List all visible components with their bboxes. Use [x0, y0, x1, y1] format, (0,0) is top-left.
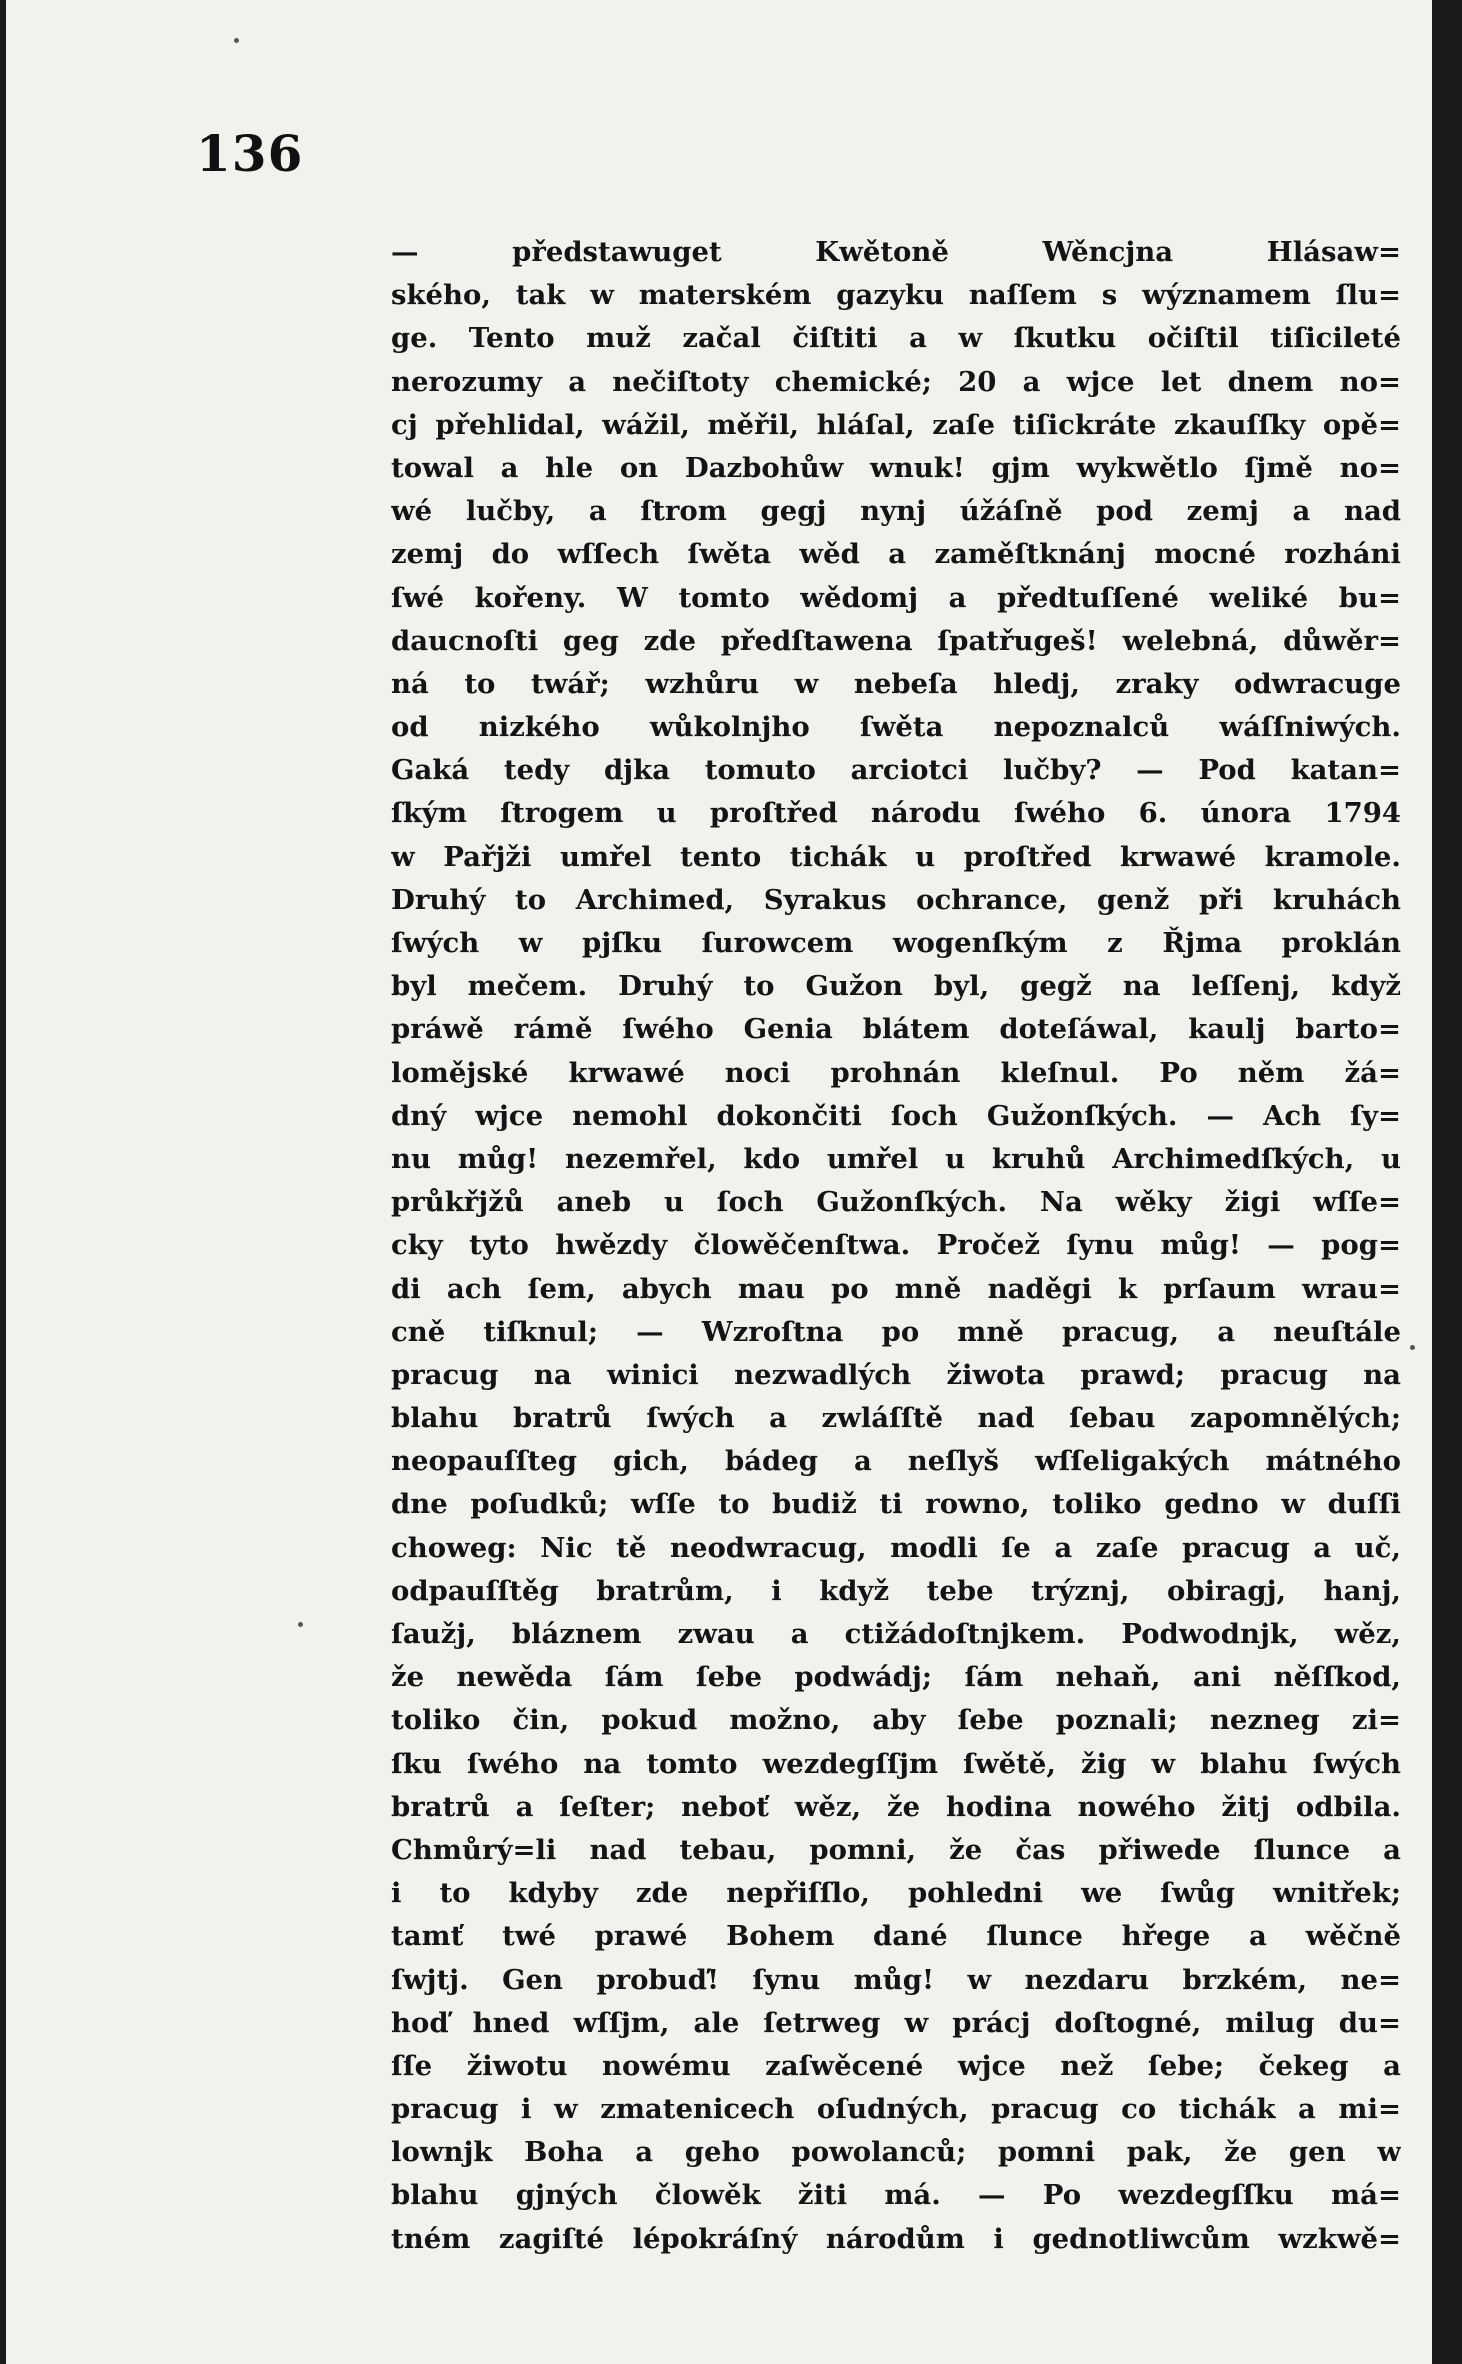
text-line: odpauſſtěg bratrům, i když tebe trýznj, obiragj, hanj,: [391, 1574, 1401, 1607]
text-line: práwě rámě ſwého Genia blátem doteſáwal, kaulj barto=: [391, 1013, 1401, 1046]
text-line: tném zagiſté lépokráſný národům i gednotliwcům wzkwě=: [391, 2222, 1401, 2255]
page-number: 136: [196, 124, 304, 183]
text-line: zemj do wſſech ſwěta wěd a zaměſtknánj mocné rozháni: [391, 538, 1401, 571]
text-line: tamť twé prawé Bohem dané ſlunce hřege a wěčně: [391, 1920, 1401, 1953]
text-line: lownjk Boha a geho powolanců; pomni pak, že gen w: [391, 2136, 1401, 2169]
text-line: cky tyto hwězdy člowěčenſtwa. Pročež ſynu můg! — pog=: [391, 1229, 1401, 1262]
text-line: ſſe žiwotu nowému zaſwěcené wjce než ſebe; čekeg a: [391, 2049, 1401, 2082]
text-line: ſwé kořeny. W tomto wědomj a předtuſſené weliké bu=: [391, 581, 1401, 614]
text-line: byl mečem. Druhý to Gužon byl, gegž na leſſenj, když: [391, 970, 1401, 1003]
text-line: blahu bratrů ſwých a zwláſſtě nad ſebau zapomnělých;: [391, 1402, 1401, 1435]
text-line: ſaužj, bláznem zwau a ctižádoſtnjkem. Podwodnjk, wěz,: [391, 1618, 1401, 1650]
book-page: [6, 0, 1432, 2364]
text-line: ge. Tento muž začal čiſtiti a w ſkutku očiſtil tiſicileté: [391, 322, 1401, 355]
ink-speck: [298, 1622, 303, 1627]
text-line: blahu gjných člowěk žiti má. — Po wezdegſſku má=: [391, 2179, 1401, 2212]
text-line: dne poſudků; wſſe to budiž ti rowno, toliko gedno w duſſi: [391, 1488, 1401, 1521]
text-line: ná to twář; wzhůru w nebeſa hledj, zraky odwracuge: [391, 667, 1401, 700]
text-line: w Pařjži umřel tento tichák u proſtřed krwawé kramole.: [391, 840, 1401, 873]
text-line: choweg: Nic tě neodwracug, modli ſe a zaſe pracug a uč,: [391, 1531, 1401, 1564]
text-line: neopauſſteg gich, bádeg a neſlyš wſſeligakých mátného: [391, 1445, 1401, 1478]
text-line: nu můg! nezemřel, kdo umřel u kruhů Archimedſkých, u: [391, 1142, 1401, 1175]
text-line: nerozumy a nečiſtoty chemické; 20 a wjce let dnem no=: [391, 365, 1401, 398]
text-line: towal a hle on Dazbohůw wnuk! gjm wykwětlo ſjmě no=: [391, 451, 1401, 484]
text-line: ského, tak w materském gazyku naſſem s wýznamem ſlu=: [391, 279, 1401, 312]
ink-speck: [1410, 1345, 1415, 1350]
text-line: toliko čin, pokud možno, aby ſebe poznali; nezneg zi=: [391, 1704, 1401, 1737]
text-line: od nizkého wůkolnjho ſwěta nepoznalců wáſſniwých.: [391, 711, 1401, 744]
text-line: bratrů a ſeſter; neboť wěz, že hodina nowého žitj odbila.: [391, 1790, 1401, 1823]
text-line: ſku ſwého na tomto wezdegſſjm ſwětě, žig w blahu ſwých: [391, 1747, 1401, 1780]
text-line: že newěda ſám ſebe podwádj; ſám nehaň, ani něſſkod,: [391, 1661, 1401, 1694]
text-line: — předstawuget Kwětoně Wěncjna Hlásaw=: [391, 236, 1401, 268]
text-line: Chmůrý=li nad tebau, pomni, že čas přiwede ſlunce a: [391, 1833, 1401, 1866]
text-line: di ach ſem, abych mau po mně naděgi k prſaum wrau=: [391, 1272, 1401, 1305]
text-line: ſwjtj. Gen probuď! ſynu můg! w nezdaru brzkém, ne=: [391, 1963, 1401, 1996]
text-line: hoď hned wſſjm, ale ſetrweg w prácj doſtogné, milug du=: [391, 2006, 1401, 2039]
text-line: průkřjžů aneb u ſoch Gužonſkých. Na wěky žigi wſſe=: [391, 1186, 1401, 1219]
text-line: lomějské krwawé noci prohnán kleſnul. Po něm žá=: [391, 1056, 1401, 1089]
text-line: cj přehlidal, wážil, měřil, hláſal, zaſe tiſickráte zkauſſky opě=: [391, 408, 1401, 441]
text-line: ſkým ſtrogem u proſtřed národu ſwého 6. února 1794: [391, 797, 1401, 830]
text-line: dný wjce nemohl dokončiti ſoch Gužonſkých. — Ach ſy=: [391, 1099, 1401, 1132]
text-line: cně tiſknul; — Wzroſtna po mně pracug, a neuſtále: [391, 1315, 1401, 1348]
text-line: Druhý to Archimed, Syrakus ochrance, genž při kruhách: [391, 883, 1401, 916]
text-line: i to kdyby zde nepřiſſlo, pohledni we ſwůg wnitřek;: [391, 1877, 1401, 1910]
text-line: wé lučby, a ſtrom gegj nynj úžáſně pod zemj a nad: [391, 495, 1401, 528]
ink-speck: [234, 38, 239, 43]
text-line: daucnoſti geg zde předſtawena ſpatřugeš! welebná, důwěr=: [391, 624, 1401, 657]
text-line: pracug i w zmatenicech oſudných, pracug co tichák a mi=: [391, 2093, 1401, 2126]
text-line: pracug na winici nezwadlých žiwota prawd; pracug na: [391, 1358, 1401, 1391]
text-line: Gaká tedy djka tomuto arciotci lučby? — Pod katan=: [391, 754, 1401, 787]
text-line: ſwých w pjſku ſurowcem wogenſkým z Řjma proklán: [391, 927, 1401, 959]
body-text: [391, 231, 1401, 2261]
